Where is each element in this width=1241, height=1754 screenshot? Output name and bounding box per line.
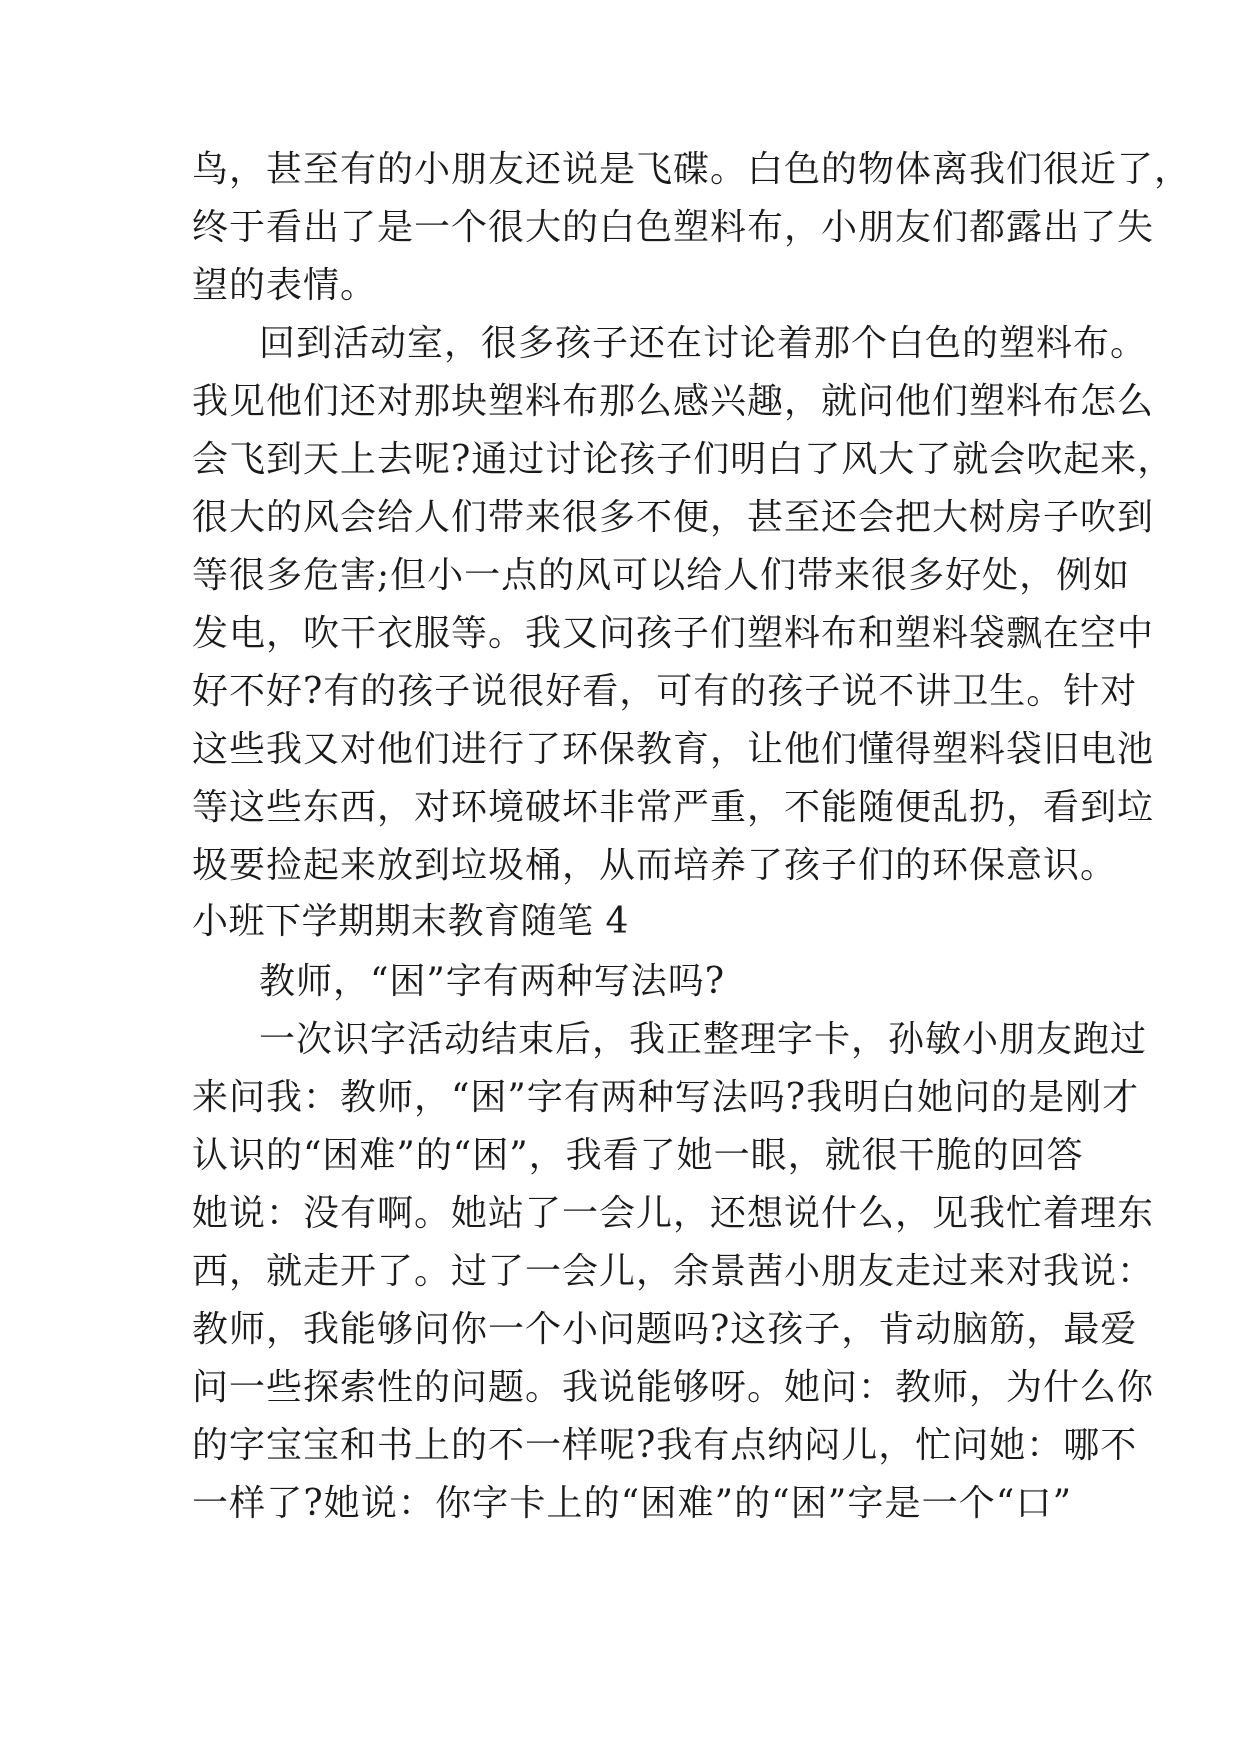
paragraph-line: 的字宝宝和书上的不一样呢?我有点纳闷儿，忙问她：哪不 xyxy=(192,1425,1138,1466)
paragraph-line: 等这些东西，对环境破坏非常严重，不能随便乱扔，看到垃 xyxy=(192,787,1155,828)
paragraph-line: 一次识字活动结束后，我正整理字卡，孙敏小朋友跑过 xyxy=(259,1019,1148,1060)
paragraph-line: 望的表情。 xyxy=(192,265,378,306)
paragraph-line: 教师，我能够问你一个小问题吗?这孩子，肯动脑筋，最爱 xyxy=(192,1309,1138,1350)
paragraph-line: 终于看出了是一个很大的白色塑料布，小朋友们都露出了失 xyxy=(192,207,1155,248)
paragraph-line: 一样了?她说：你字卡上的“困难”的“困”字是一个“口” xyxy=(192,1483,1072,1524)
paragraph-line: 发电，吹干衣服等。我又问孩子们塑料布和塑料袋飘在空中 xyxy=(192,613,1155,654)
paragraph-line: 好不好?有的孩子说很好看，可有的孩子说不讲卫生。针对 xyxy=(192,671,1138,712)
paragraph-line: 这些我又对他们进行了环保教育，让他们懂得塑料袋旧电池 xyxy=(192,729,1155,770)
paragraph-line: 我见他们还对那块塑料布那么感兴趣，就问他们塑料布怎么 xyxy=(192,381,1155,422)
paragraph-line: 她说：没有啊。她站了一会儿，还想说什么，见我忙着理东 xyxy=(192,1193,1155,1234)
paragraph-line: 认识的“困难”的“困”，我看了她一眼，就很干脆的回答 xyxy=(192,1135,1084,1176)
section-title: 小班下学期期末教育随笔 4 xyxy=(192,901,629,942)
paragraph-line: 鸟，甚至有的小朋友还说是飞碟。白色的物体离我们很近了， xyxy=(192,149,1192,190)
paragraph-line: 等很多危害;但小一点的风可以给人们带来很多好处，例如 xyxy=(192,555,1131,596)
paragraph-line: 圾要捡起来放到垃圾桶，从而培养了孩子们的环保意识。 xyxy=(192,845,1118,886)
paragraph-line: 西，就走开了。过了一会儿，余景茜小朋友走过来对我说： xyxy=(192,1251,1155,1292)
paragraph-line: 会飞到天上去呢?通过讨论孩子们明白了风大了就会吹起来， xyxy=(192,439,1175,480)
paragraph-line: 回到活动室，很多孩子还在讨论着那个白色的塑料布。 xyxy=(259,323,1148,364)
paragraph-line: 很大的风会给人们带来很多不便，甚至还会把大树房子吹到 xyxy=(192,497,1155,538)
paragraph-line: 来问我：教师，“困”字有两种写法吗?我明白她问的是刚才 xyxy=(192,1077,1140,1118)
paragraph-line: 教师，“困”字有两种写法吗? xyxy=(259,961,726,1002)
paragraph-line: 问一些探索性的问题。我说能够呀。她问：教师，为什么你 xyxy=(192,1367,1155,1408)
